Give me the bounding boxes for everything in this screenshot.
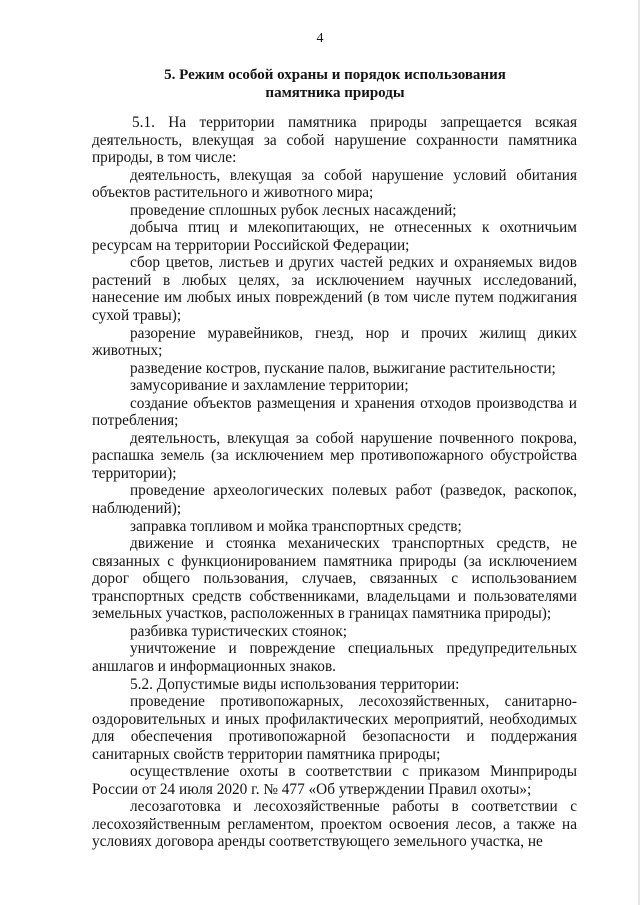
list-item-hunting-rules: осуществление охоты в соответствии с приказом Минприроды России от 24 июля 2020 г. № 477 «Об утверждении Правил охоты»; [92, 763, 577, 798]
list-item-hunting-birds-mammals: добыча птиц и млекопитающих, не отнесенных к охотничьим ресурсам на территории Российской Федерации; [92, 219, 577, 254]
section-title-line-2: памятника природы [265, 85, 405, 101]
list-item-plant-collection: сбор цветов, листьев и других частей редких и охраняемых видов растений в любых целях, за исключением научных исследований, нанесение им любых иных повреждений (в том числе путем поджигания сухой травы); [92, 254, 577, 325]
list-item-soil-disturbance: деятельность, влекущая за собой нарушение почвенного покрова, распашка земель (за исключением мер противопожарного обустройства территории); [92, 429, 577, 482]
list-item-habitat: деятельность, влекущая за собой нарушение условий обитания объектов растительного и животного мира; [92, 166, 577, 202]
list-item-clear-cutting: проведение сплошных рубок лесных насаждений; [130, 201, 457, 219]
list-item-nest-destruction: разорение муравейников, гнезд, нор и прочих жилищ диких животных; [92, 324, 577, 360]
list-item-waste-facilities: создание объектов размещения и хранения отходов производства и потребления; [92, 394, 577, 430]
list-item-archaeology: проведение археологических полевых работ (разведок, раскопок, наблюдений); [92, 482, 577, 518]
list-item-refueling: заправка топливом и мойка транспортных средств; [130, 517, 462, 535]
list-item-fires: разведение костров, пускание палов, выжигание растительности; [130, 359, 556, 377]
section-title [150, 66, 520, 102]
list-item-camping: разбивка туристических стоянок; [130, 622, 348, 640]
list-item-logging: лесозаготовка и лесохозяйственные работы в соответствии с лесохозяйственным регламентом, проектом освоения лесов, а также на условиях договора аренды соответствующего земельного участка, не [92, 798, 577, 851]
list-item-fire-prevention: проведение противопожарных, лесохозяйственных, санитарно-оздоровительных и иных профилактических мероприятий, необходимых для обеспечения противопожарной безопасности и поддержания санитарных свойств территории памятника природы; [92, 693, 577, 763]
paragraph-5-1: 5.1. На территории памятника природы запрещается всякая деятельность, влекущая за собой нарушение сохранности памятника природы, в том числе: [92, 114, 577, 167]
list-item-signs-damage: уничтожение и повреждение специальных предупредительных аншлагов и информационных знаков. [92, 640, 577, 675]
section-title-line-1: 5. Режим особой охраны и порядок использования [164, 67, 506, 83]
page-number: 4 [316, 31, 324, 46]
list-item-vehicle-traffic: движение и стоянка механических транспортных средств, не связанных с функционированием памятника природы (за исключением дорог общего пользования, случаев, связанных с использованием транспортных средств собственниками, владельцами и пользователями земельных участков, расположенных в границах памятника природы); [92, 535, 577, 623]
list-item-littering: замусоривание и захламление территории; [130, 377, 409, 395]
document-body [92, 114, 577, 851]
paragraph-5-2: 5.2. Допустимые виды использования территории: [130, 675, 460, 693]
